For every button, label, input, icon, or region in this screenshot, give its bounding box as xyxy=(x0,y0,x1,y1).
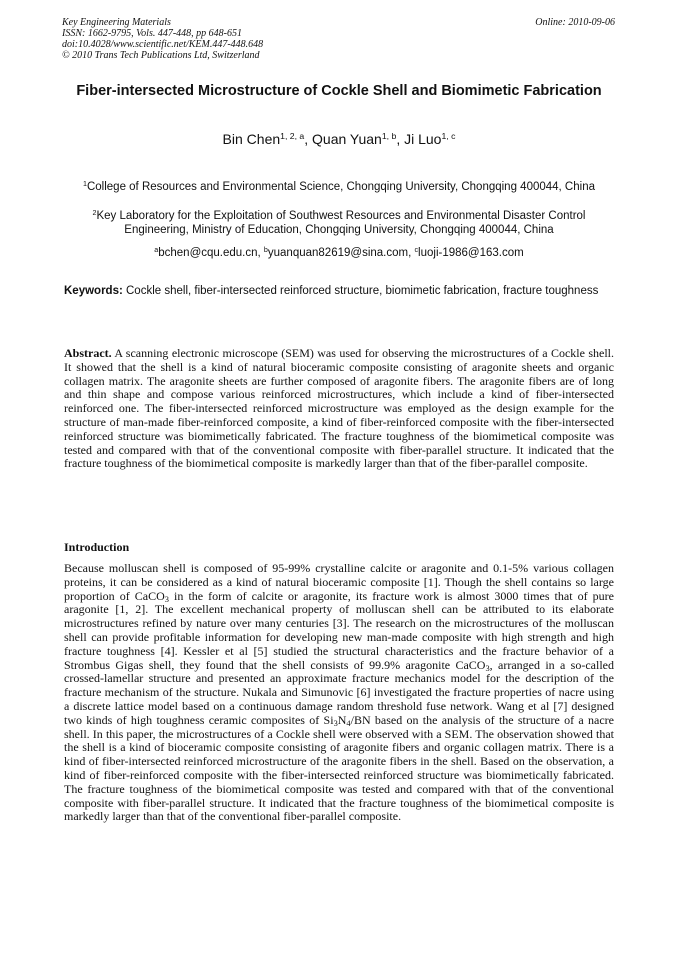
intro-text: based on the analysis of the structure of a nacre shell. In this paper, the microstructures of a Cockle shell were observed with a SEM. The observation showed that the shell is a kind of bioceramic composite consisting of aragonite fibers and organic collagen matrix. There is a kind of fiber-intersected reinforced microstructure of the aragonite fibers in the shell. Based on the observation, a kind of fiber-reinforced composite with the fiber-intersected reinforced structure was biomimetically fabricated. The fracture toughness of the biomimetical composite was tested and compared with that of the conventional composite with fiber-parallel structure. It indicated that the fracture toughness of the biomimetical composite is markedly larger than that of the conventional fiber-parallel composite. xyxy=(64,712,615,824)
affiliation-mark: 2 xyxy=(92,209,97,218)
affiliation-text: Key Laboratory for the Exploitation of Southwest Resources and Environmental Disaster Control Engineering, Ministry of Education, Chongqing University, Chongqing 400044, China xyxy=(96,210,586,236)
formula-subscript: 3 xyxy=(333,718,338,728)
affiliation-mark: 1 xyxy=(83,180,87,189)
email-list xyxy=(64,246,614,260)
affiliation-1 xyxy=(64,181,614,195)
journal-name: Key Engineering Materials xyxy=(62,17,171,28)
author-name: Quan Yuan xyxy=(312,131,382,147)
intro-text: in the form of calcite or aragonite, its fracture work is almost 3000 times that of pure aragonite [1, 2]. The excellent mechanical property of molluscan shell can be attributed to its elaborate microstructures refined by nature over many centuries [3]. The research on the microstructures of the molluscan shell can provide profitable information for developing new man-made composite with high strength and high fracture toughness [4]. Kessler et al [5] studied the structural characteristics and the fracture behavior of a Strombus Gigas shell, they found that the shell consists of 99.9% aragonite xyxy=(64,588,615,672)
author-affiliation-mark: 1, c xyxy=(441,131,456,142)
introduction-paragraph xyxy=(64,562,614,824)
formula-si: Si xyxy=(323,712,334,727)
online-date: Online: 2010-09-06 xyxy=(535,17,615,28)
author-affiliation-mark: 1, 2, a xyxy=(280,131,305,142)
email-mark: a xyxy=(154,246,159,255)
abstract xyxy=(64,347,614,471)
formula-subscript: 4 xyxy=(346,718,351,728)
journal-copyright: © 2010 Trans Tech Publications Ltd, Switzerland xyxy=(62,50,260,61)
keywords xyxy=(64,281,614,302)
keywords-text: Cockle shell, fiber-intersected reinforced structure, biomimetic fabrication, fracture toughness xyxy=(126,285,599,297)
abstract-label: Abstract. xyxy=(64,346,112,360)
journal-header xyxy=(62,17,263,61)
paper-title: Fiber-intersected Microstructure of Cockle Shell and Biomimetic Fabrication xyxy=(76,83,602,99)
author-list xyxy=(64,131,614,148)
email-mark: c xyxy=(414,246,419,255)
intro-text: , arranged in a so-called crossed-lamellar structure and presented an approximate fracture mechanics model for the description of the fracture mechanism of the structure. Nukala and Simunovic [6] investigated the fracture properties of nacre using a discrete lattice model based on a continuous damage random threshold fuse network. Wang et al [7] designed two kinds of high toughness ceramic composites of xyxy=(64,657,614,727)
abstract-text: A scanning electronic microscope (SEM) was used for observing the microstructures of a Cockle shell. It showed that the shell is a kind of natural bioceramic composite consisting of aragonite sheets and organic collagen matrix. The aragonite sheets are further composed of aragonite fibers. The aragonite fibers are of long and thin shape and compose various reinforced microstructures, which include a kind of fiber-intersected reinforced one. The fiber-intersected reinforced microstructure was employed as the design example for the structure of man-made fiber-reinforced composite, a kind of fiber-reinforced composite with the fiber-intersected reinforced structure was biomimetically fabricated. The fracture toughness of the biomimetical composite was tested and compared with that of the conventional composite with fiber-parallel structure. It indicated that the fracture toughness of the biomimetical composite is markedly larger than that of the fiber-parallel composite. xyxy=(64,346,614,471)
email-separator: , xyxy=(257,247,264,259)
email-address: luoji-1986@163.com xyxy=(418,247,524,259)
author-separator: , xyxy=(304,131,313,147)
email-address: yuanquan82619@sina.com xyxy=(267,247,409,259)
author-name: Ji Luo xyxy=(404,131,442,147)
author-name: Bin Chen xyxy=(222,131,281,147)
keywords-label: Keywords: xyxy=(64,285,123,297)
formula-n: N xyxy=(337,712,347,727)
formula-subscript: 3 xyxy=(485,663,490,673)
formula-bn: /BN xyxy=(350,712,371,727)
formula-caco3: CaCO xyxy=(134,588,165,603)
author-affiliation-mark: 1, b xyxy=(381,131,397,142)
email-address: bchen@cqu.edu.cn xyxy=(158,247,258,259)
journal-doi: doi:10.4028/www.scientific.net/KEM.447-448.648 xyxy=(62,39,264,50)
intro-text: Because molluscan shell is composed of 95-99% crystalline calcite or aragonite and 0.1-5% various collagen proteins, it can be considered as a kind of natural bioceramic composite [1]. Though the shell contains so large proportion of xyxy=(64,561,614,603)
email-separator: , xyxy=(408,247,415,259)
formula-caco3: CaCO xyxy=(455,657,486,672)
journal-issn: ISSN: 1662-9795, Vols. 447-448, pp 648-651 xyxy=(62,28,242,39)
email-mark: b xyxy=(263,246,268,255)
author-separator: , xyxy=(396,131,405,147)
formula-subscript: 3 xyxy=(164,594,169,604)
section-heading-introduction: Introduction xyxy=(64,540,130,554)
affiliation-2 xyxy=(64,210,614,237)
affiliation-text: College of Resources and Environmental Science, Chongqing University, Chongqing 400044, China xyxy=(86,181,595,193)
